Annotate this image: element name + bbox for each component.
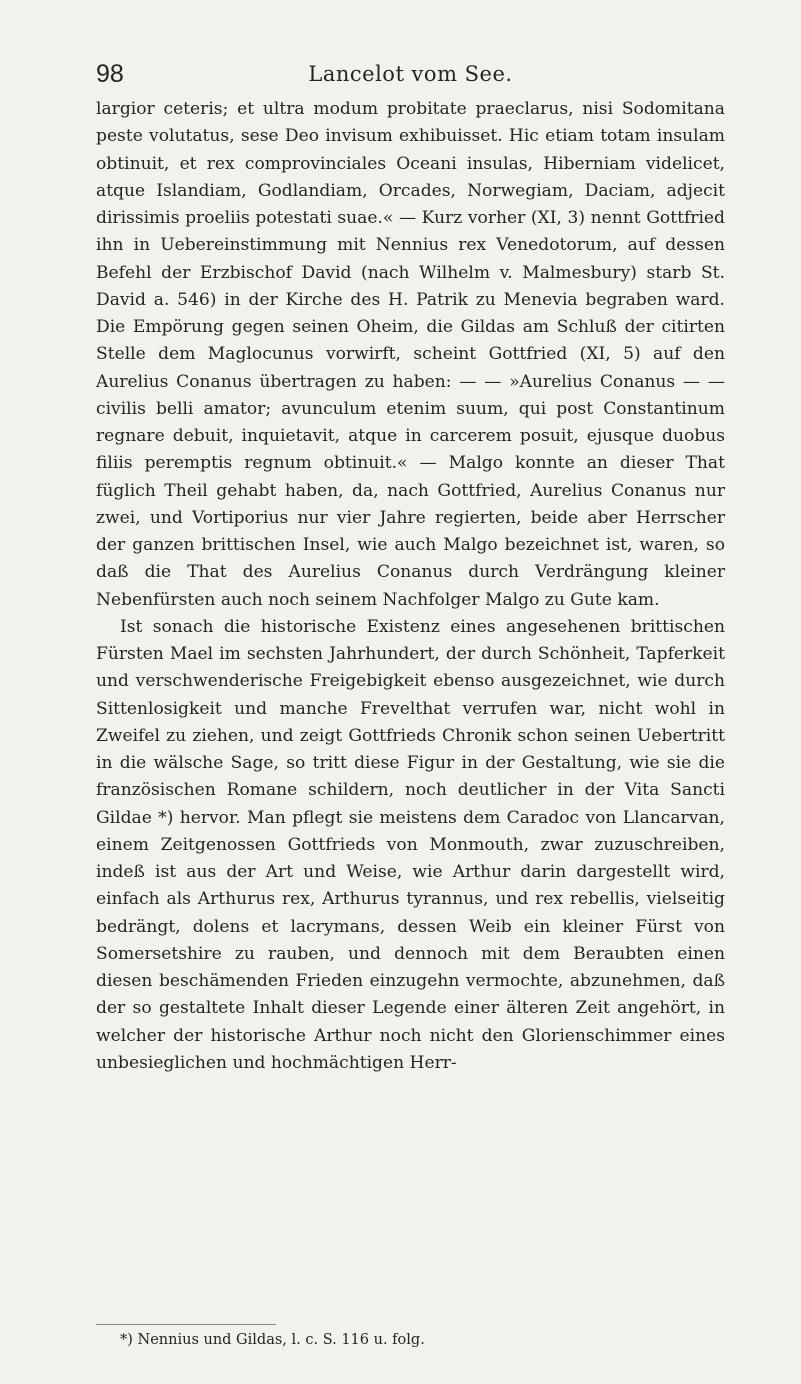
footnote: *) Nennius und Gildas, l. c. S. 116 u. folg. (120, 1332, 425, 1348)
paragraph-continued: largior ceteris; et ultra modum probitate praeclarus, nisi Sodomitana peste volutatus, sese Deo invisum exhibuisset. Hic etiam totam insulam obtinuit, et rex comprovinciales Oceani insulas, Hiberniam videlicet, atque Islandiam, Godlandiam, Orcades, Norwegiam, Daciam, adjecit dirissimis proeliis potestati suae.« — Kurz vorher (XI, 3) nennt Gottfried ihn in Uebereinstimmung mit Nennius rex Venedotorum, auf dessen Befehl der Erzbischof David (nach Wilhelm v. Malmesbury) starb St. David a. 546) in der Kirche des H. Patrik zu Menevia begraben ward. Die Empörung gegen seinen Oheim, die Gildas am Schluß der citirten Stelle dem Maglocunus vorwirft, scheint Gottfried (XI, 5) auf den Aurelius Conanus übertragen zu haben: — — »Aurelius Conanus — — civilis belli amator; avunculum etenim suum, qui post Constantinum regnare debuit, inquietavit, atque in carcerem posuit, ejusque duobus filiis peremptis regnum obtinuit.« — Malgo konnte an dieser That füglich Theil gehabt haben, da, nach Gottfried, Aurelius Conanus nur zwei, und Vortiporius nur vier Jahre regierten, beide aber Herrscher der ganzen brittischen Insel, wie auch Malgo bezeichnet ist, waren, so daß die That des Aurelius Conanus durch Verdrängung kleiner Nebenfürsten auch noch seinem Nachfolger Malgo zu Gute kam. (96, 99, 725, 610)
body-text (96, 96, 725, 1077)
footnote-divider (96, 1324, 276, 1325)
running-title: Lancelot vom See. (308, 62, 513, 86)
page-number: 98 (96, 60, 124, 88)
page-header (96, 50, 725, 90)
paragraph: Ist sonach die historische Existenz eines angesehenen brittischen Fürsten Mael im sechsten Jahrhundert, der durch Schönheit, Tapferkeit und verschwenderische Freigebigkeit ebenso ausgezeichnet, wie durch Sittenlosigkeit und manche Frevelthat verrufen war, nicht wohl in Zweifel zu ziehen, und zeigt Gottfrieds Chronik schon seinen Uebertritt in die wälsche Sage, so tritt diese Figur in der Gestaltung, wie sie die französischen Romane schildern, noch deutlicher in der Vita Sancti Gildae *) hervor. Man pflegt sie meistens dem Caradoc von Llancarvan, einem Zeitgenossen Gottfrieds von Monmouth, zwar zuzuschreiben, indeß ist aus der Art und Weise, wie Arthur darin dargestellt wird, einfach als Arthurus rex, Arthurus tyrannus, und rex rebellis, vielseitig bedrängt, dolens et lacrymans, dessen Weib ein kleiner Fürst von Somersetshire zu rauben, und dennoch mit dem Beraubten einen diesen beschämenden Frieden einzugehn vermochte, abzunehmen, daß der so gestaltete Inhalt dieser Legende einer älteren Zeit angehört, in welcher der historische Arthur noch nicht den Glorienschimmer eines unbesieglichen und hochmächtigen Herr- (96, 616, 725, 1073)
